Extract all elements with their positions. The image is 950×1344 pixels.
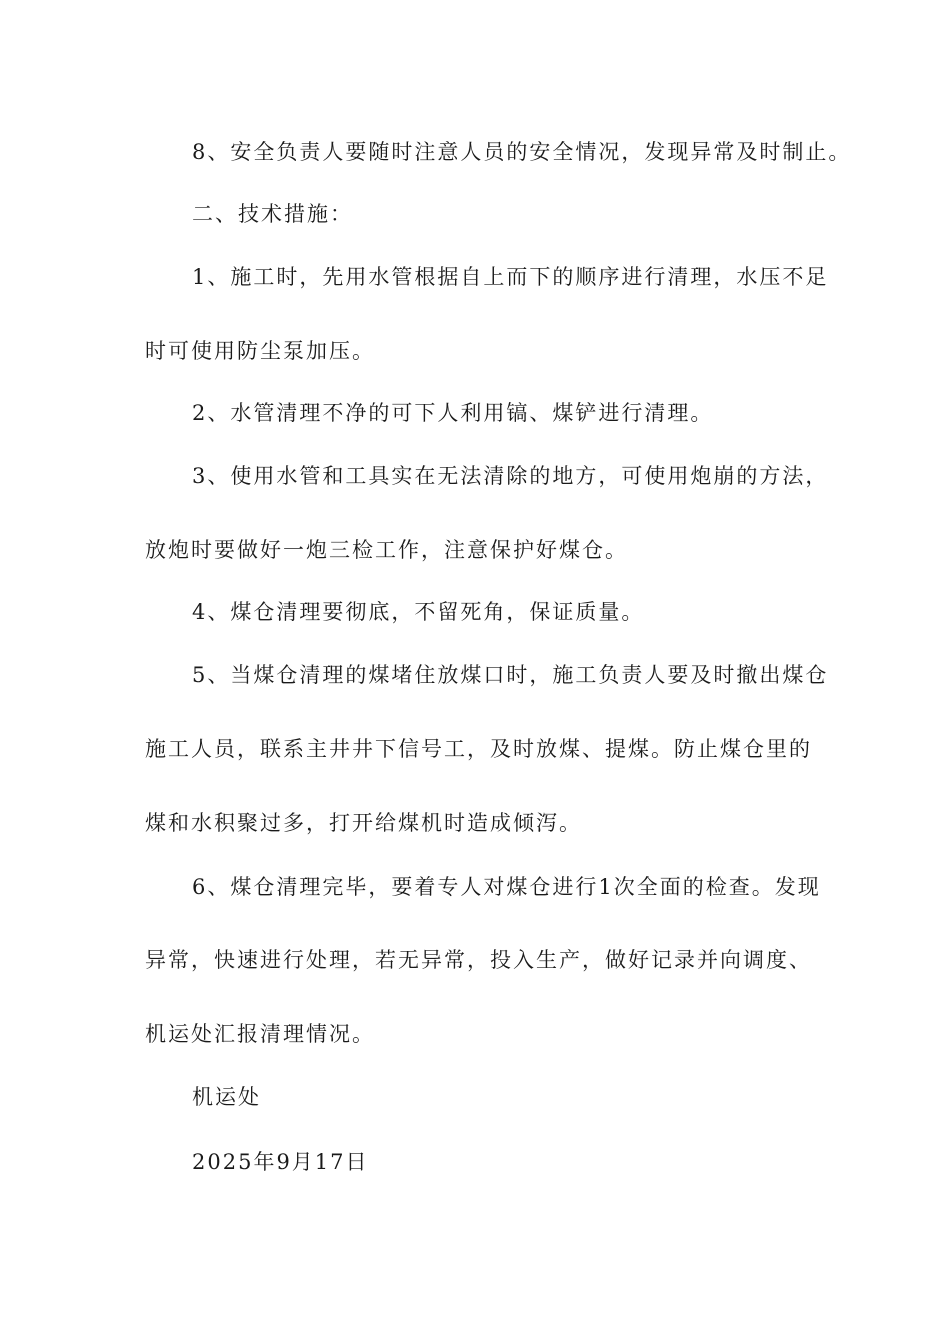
document-date: 2025年9月17日 (192, 1150, 369, 1174)
paragraph-item-5-cont-1: 施工人员，联系主井井下信号工，及时放煤、提煤。防止煤仓里的 (145, 737, 812, 761)
paragraph-item-2: 2、水管清理不净的可下人利用镐、煤铲进行清理。 (192, 401, 714, 425)
paragraph-item-6-cont-1: 异常，快速进行处理，若无异常，投入生产，做好记录并向调度、 (145, 948, 812, 972)
paragraph-item-8: 8、安全负责人要随时注意人员的安全情况，发现异常及时制止。 (192, 140, 852, 164)
paragraph-item-3-cont: 放炮时要做好一炮三检工作，注意保护好煤仓。 (145, 538, 628, 562)
paragraph-item-1-cont: 时可使用防尘泵加压。 (145, 339, 375, 363)
section-heading-technical-measures: 二、技术措施： (192, 202, 353, 226)
paragraph-item-1: 1、施工时，先用水管根据自上而下的顺序进行清理，水压不足 (192, 265, 829, 289)
paragraph-item-5: 5、当煤仓清理的煤堵住放煤口时，施工负责人要及时撤出煤仓 (192, 663, 829, 687)
paragraph-item-6-cont-2: 机运处汇报清理情况。 (145, 1022, 375, 1046)
paragraph-item-6: 6、煤仓清理完毕，要着专人对煤仓进行1次全面的检查。发现 (192, 875, 821, 899)
paragraph-item-3: 3、使用水管和工具实在无法清除的地方，可使用炮崩的方法， (192, 464, 829, 488)
paragraph-item-4: 4、煤仓清理要彻底，不留死角，保证质量。 (192, 600, 645, 624)
paragraph-item-5-cont-2: 煤和水积聚过多，打开给煤机时造成倾泻。 (145, 811, 582, 835)
signature-department: 机运处 (192, 1085, 261, 1109)
